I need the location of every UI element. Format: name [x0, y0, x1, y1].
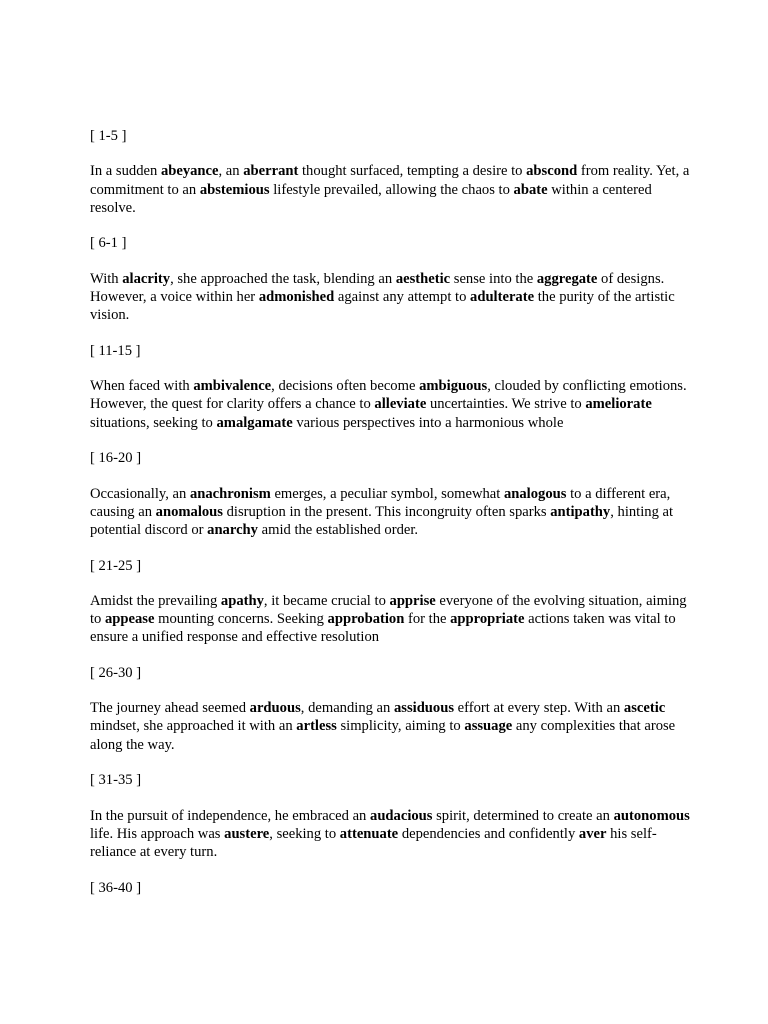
paragraph-text: , hinting at potential discord or	[90, 503, 674, 538]
vocab-word: attenuate	[339, 825, 399, 842]
paragraph-text: lifestyle prevailed, allowing the chaos to	[269, 181, 514, 198]
section-paragraph	[90, 592, 690, 647]
paragraph-text: The journey ahead seemed	[90, 700, 250, 717]
paragraph-text: emerges, a peculiar symbol, somewhat	[270, 485, 504, 502]
vocab-word: analogous	[503, 485, 567, 502]
section-1	[90, 127, 690, 217]
section-5	[90, 557, 690, 647]
vocab-word: admonished	[258, 288, 335, 305]
vocab-word: ascetic	[623, 700, 666, 717]
section-paragraph	[90, 485, 690, 540]
paragraph-text: thought surfaced, tempting a desire to	[298, 163, 527, 180]
paragraph-text: , it became crucial to	[263, 592, 390, 609]
vocab-word: abscond	[526, 163, 578, 180]
vocab-word: abeyance	[160, 163, 219, 180]
paragraph-text: to a different era, causing an	[90, 485, 671, 520]
paragraph-text: various perspectives into a harmonious whole	[292, 414, 564, 431]
paragraph-text: any complexities that arose along the way.	[90, 718, 676, 753]
paragraph-text: , seeking to	[269, 825, 340, 842]
paragraph-text: , clouded by conflicting emotions. However, the quest for clarity offers a chance to	[90, 378, 687, 413]
vocab-word: ameliorate	[585, 396, 652, 413]
vocab-word: anomalous	[155, 503, 223, 520]
vocab-word: ambiguous	[419, 378, 488, 395]
paragraph-text: for the	[404, 611, 451, 628]
paragraph-text: actions taken was vital to ensure a unified response and effective resolution	[90, 611, 676, 646]
section-paragraph	[90, 699, 690, 754]
vocab-word: arduous	[249, 700, 301, 717]
vocab-word: adulterate	[470, 288, 535, 305]
section-paragraph	[90, 377, 690, 432]
paragraph-text: , she approached the task, blending an	[170, 270, 396, 287]
paragraph-text: mindset, she approached it with an	[90, 718, 297, 735]
vocab-word: alacrity	[122, 270, 171, 287]
section-range-label: [ 1-5 ]	[90, 128, 127, 144]
vocab-word: appropriate	[450, 611, 525, 628]
paragraph-text: against any attempt to	[334, 288, 471, 305]
section-range-label: [ 31-35 ]	[90, 772, 142, 789]
paragraph-text: his self-reliance at every turn.	[90, 825, 657, 861]
section-6	[90, 664, 690, 754]
vocab-word: apprise	[389, 592, 436, 609]
section-range-label: [ 16-20 ]	[90, 450, 142, 467]
paragraph-text: , decisions often become	[271, 378, 420, 395]
vocab-word: abstemious	[199, 181, 270, 198]
section-2	[90, 234, 690, 324]
paragraph-text: situations, seeking to	[90, 414, 217, 431]
vocab-word: amalgamate	[216, 414, 293, 431]
section-7	[90, 771, 690, 861]
paragraph-text: When faced with	[90, 378, 194, 395]
paragraph-text: simplicity, aiming to	[336, 718, 465, 735]
paragraph-text: , demanding an	[300, 700, 394, 717]
section-paragraph	[90, 270, 690, 325]
document-page	[90, 127, 690, 897]
vocab-word: ambivalence	[193, 378, 272, 395]
vocab-word: aberrant	[243, 163, 299, 180]
paragraph-text: Amidst the prevailing	[90, 592, 221, 609]
paragraph-text: Occasionally, an	[90, 485, 190, 502]
section-8	[90, 879, 690, 897]
section-paragraph	[90, 162, 690, 217]
paragraph-text: spirit, determined to create an	[432, 807, 614, 824]
vocab-word: aver	[578, 825, 607, 842]
vocab-word: austere	[224, 825, 270, 842]
paragraph-text: In the pursuit of independence, he embraced an	[90, 807, 371, 824]
paragraph-text: life. His approach was	[90, 825, 225, 842]
vocab-word: aesthetic	[395, 270, 451, 287]
paragraph-text: everyone of the evolving situation, aiming to	[90, 592, 687, 628]
section-4	[90, 449, 690, 539]
paragraph-text: uncertainties. We strive to	[426, 396, 586, 413]
paragraph-text: , an	[218, 163, 244, 180]
vocab-word: aggregate	[536, 270, 598, 287]
section-range-label: [ 11-15 ]	[90, 342, 141, 359]
section-range-label: [ 26-30 ]	[90, 664, 142, 681]
section-paragraph	[90, 807, 690, 862]
paragraph-text: from reality. Yet, a commitment to an	[90, 163, 690, 198]
paragraph-text: the purity of the artistic vision.	[90, 288, 675, 324]
vocab-word: apathy	[220, 592, 264, 609]
paragraph-text: effort at every step. With an	[454, 700, 624, 717]
section-range-label: [ 36-40 ]	[90, 879, 142, 896]
section-range-label: [ 21-25 ]	[90, 557, 142, 574]
vocab-word: alleviate	[374, 396, 427, 413]
vocab-word: audacious	[370, 807, 433, 824]
paragraph-text: sense into the	[450, 270, 537, 287]
vocab-word: autonomous	[613, 807, 690, 824]
section-3	[90, 342, 690, 432]
vocab-word: artless	[296, 718, 337, 735]
paragraph-text: In a sudden	[90, 163, 161, 180]
vocab-word: approbation	[327, 611, 405, 628]
paragraph-text: disruption in the present. This incongruity often sparks	[222, 503, 551, 520]
vocab-word: antipathy	[550, 503, 611, 520]
section-range-label: [ 6-1 ]	[90, 235, 127, 252]
vocab-word: appease	[105, 611, 155, 628]
paragraph-text: mounting concerns. Seeking	[154, 611, 328, 628]
paragraph-text: With	[90, 270, 123, 287]
paragraph-text: amid the established order.	[257, 521, 419, 538]
vocab-word: anachronism	[189, 485, 271, 502]
vocab-word: assiduous	[393, 700, 455, 717]
paragraph-text: dependencies and confidently	[398, 825, 579, 842]
paragraph-text: of designs. However, a voice within her	[90, 270, 665, 305]
paragraph-text: within a centered resolve.	[90, 181, 652, 216]
vocab-word: anarchy	[207, 521, 258, 538]
vocab-word: abate	[513, 181, 548, 198]
vocab-word: assuage	[464, 718, 513, 735]
